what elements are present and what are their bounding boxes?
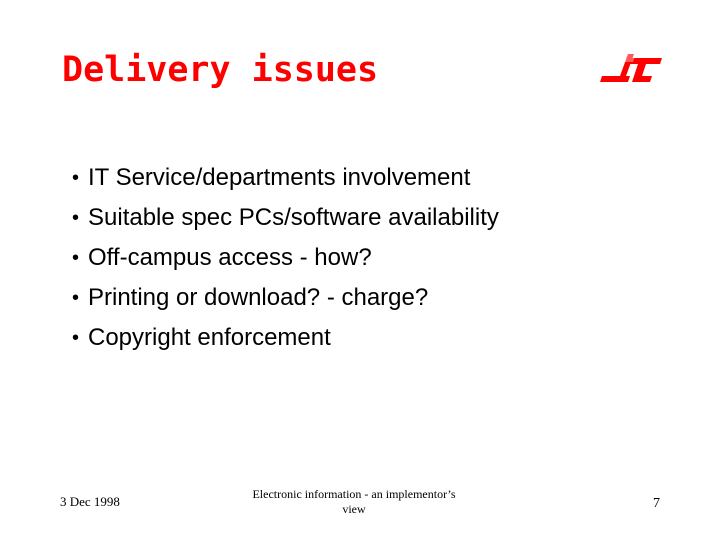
institution-logo-icon	[598, 48, 664, 86]
footer-title-line: Electronic information - an implementor’s	[252, 487, 456, 501]
bullet-text: IT Service/departments involvement	[88, 164, 471, 191]
bullet-marker: •	[72, 167, 80, 189]
footer-title-line: view	[342, 502, 366, 516]
bullet-marker: •	[72, 247, 80, 269]
slide-title: Delivery issues	[62, 50, 379, 90]
footer-title	[234, 487, 474, 517]
bullet-marker: •	[72, 207, 80, 229]
bullet-marker: •	[72, 327, 80, 349]
bullet-text: Printing or download? - charge?	[88, 284, 429, 311]
bullet-text: Off-campus access - how?	[88, 244, 372, 271]
bullet-text: Suitable spec PCs/software availability	[88, 204, 499, 231]
bullet-marker: •	[72, 287, 80, 309]
page-number: 7	[653, 496, 660, 511]
bullet-text: Copyright enforcement	[88, 324, 331, 351]
footer-date: 3 Dec 1998	[60, 494, 120, 509]
